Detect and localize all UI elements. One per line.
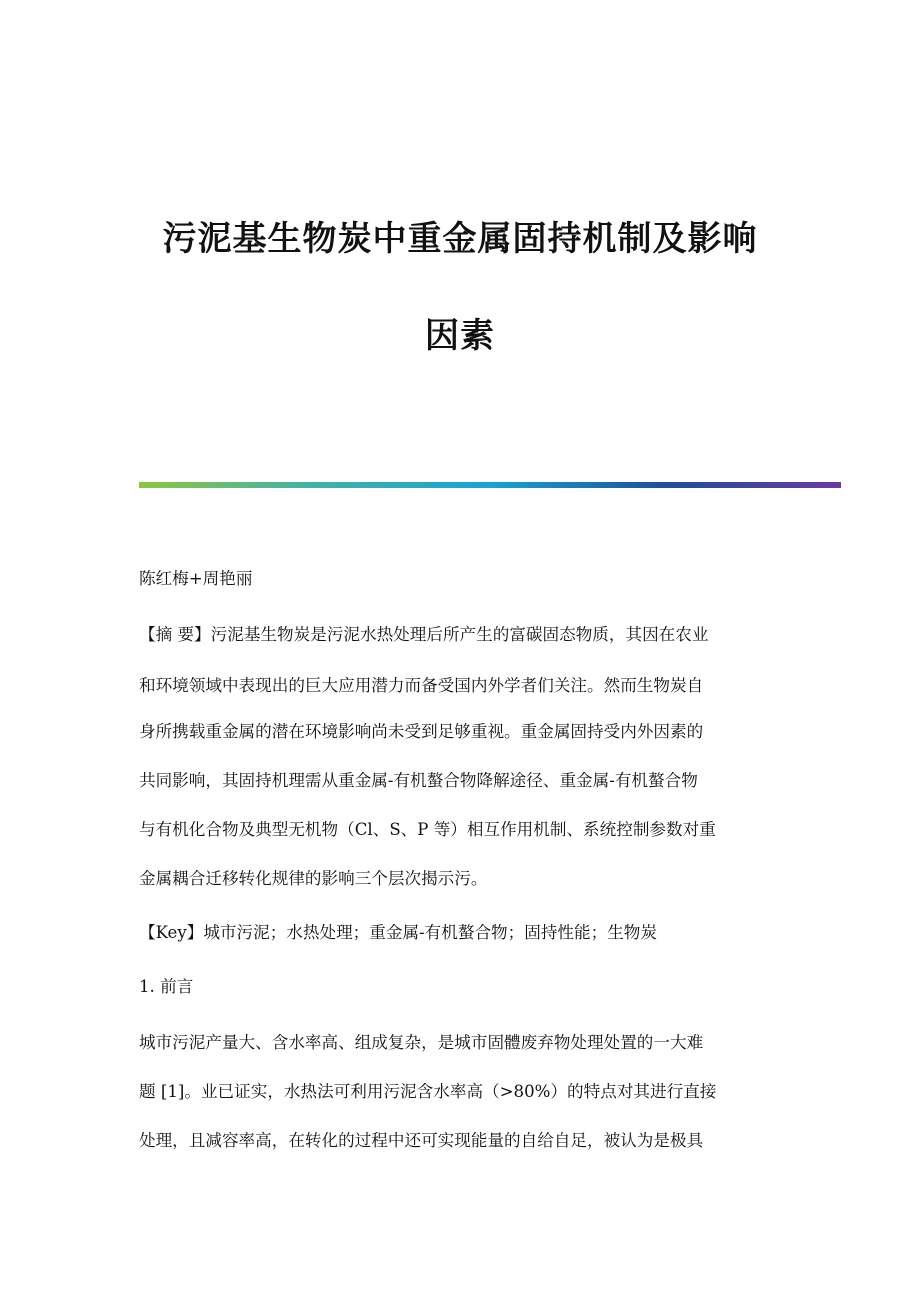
body-line-1: 城市污泥产量大、含水率高、组成复杂，是城市固體废弃物处理处置的一大难 <box>139 1033 704 1052</box>
document-title-line-1: 污泥基生物炭中重金属固持机制及影响 <box>162 219 758 259</box>
abstract-line-1: 【摘 要】污泥基生物炭是污泥水热处理后所产生的富碳固态物质，其因在农业 <box>139 625 709 644</box>
abstract-line-5: 与有机化合物及典型无机物（Cl、S、P 等）相互作用机制、系统控制参数对重 <box>139 820 716 839</box>
abstract-line-2: 和环境领域中表现出的巨大应用潜力而备受国内外学者们关注。然而生物炭自 <box>139 676 704 695</box>
abstract-line-6: 金属耦合迁移转化规律的影响三个层次揭示污。 <box>139 869 488 888</box>
keywords-line: 【Key】城市污泥；水热处理；重金属-有机螯合物；固持性能；生物炭 <box>139 923 657 942</box>
document-title-line-2: 因素 <box>425 316 495 356</box>
gradient-divider <box>139 482 841 488</box>
abstract-line-4: 共同影响，其固持机理需从重金属-有机螯合物降解途径、重金属-有机螯合物 <box>139 771 698 790</box>
author-line: 陈红梅+周艳丽 <box>139 569 253 588</box>
body-line-2: 题 [1]。业已证实，水热法可利用污泥含水率高（>80%）的特点对其进行直接 <box>139 1082 717 1101</box>
section-heading: 1. 前言 <box>139 977 194 996</box>
abstract-line-3: 身所携载重金属的潜在环境影响尚未受到足够重视。重金属固持受内外因素的 <box>139 722 704 741</box>
body-line-3: 处理，且减容率高，在转化的过程中还可实现能量的自给自足，被认为是极具 <box>139 1131 704 1150</box>
